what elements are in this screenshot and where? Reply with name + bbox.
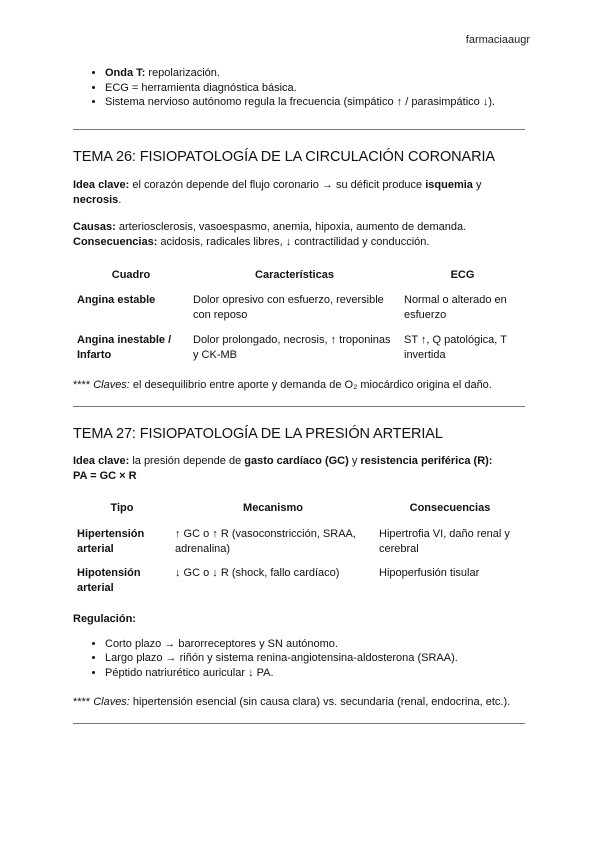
presion-table bbox=[73, 495, 525, 596]
bullet-text: repolarización. bbox=[145, 67, 220, 79]
idea-text: y bbox=[472, 178, 482, 191]
table-row bbox=[73, 566, 525, 596]
table-cell: Angina inestable / Infarto bbox=[77, 333, 172, 361]
table-cell: Normal o alterado en esfuerzo bbox=[404, 293, 507, 321]
list-item bbox=[105, 66, 525, 81]
list-item: • Corto plazo → barorreceptores y SN autónomo. bbox=[105, 637, 525, 652]
table-header-row bbox=[73, 262, 525, 288]
table-row bbox=[73, 521, 525, 566]
formula-text: PA = GC × R bbox=[73, 469, 137, 482]
idea-bold: necrosis bbox=[73, 193, 119, 206]
idea-bold: gasto cardíaco (GC) bbox=[244, 454, 349, 467]
table-header-cell: Tipo bbox=[110, 501, 134, 514]
section-title-tema26: TEMA 26: FISIOPATOLOGÍA DE LA CIRCULACIÓN CORONARIA bbox=[73, 148, 495, 165]
table-cell: Hipertrofia VI, daño renal y cerebral bbox=[379, 527, 510, 555]
claves-note bbox=[73, 378, 525, 393]
section-divider bbox=[73, 129, 525, 130]
intro-bullet-list bbox=[73, 66, 525, 110]
table-header-cell: Mecanismo bbox=[243, 501, 303, 514]
idea-text: . bbox=[118, 193, 122, 206]
table-cell: ST ↑, Q patológica, T invertida bbox=[404, 333, 507, 361]
table-cell: ↑ GC o ↑ R (vasoconstricción, SRAA, adrenalina) bbox=[175, 527, 356, 555]
claves-note bbox=[73, 695, 525, 710]
list-item bbox=[105, 95, 525, 110]
causas-label: Causas: bbox=[73, 220, 116, 233]
table-cell: Hipertensión arterial bbox=[77, 527, 145, 555]
consecuencias-label: Consecuencias: bbox=[73, 235, 158, 248]
table-cell: Angina estable bbox=[77, 293, 156, 306]
table-header-cell: Cuadro bbox=[111, 268, 151, 281]
table-header-cell: Características bbox=[255, 268, 334, 281]
table-cell: Dolor opresivo con esfuerzo, reversible con reposo bbox=[193, 293, 384, 321]
note-text: el desequilibrio entre aporte y demanda de O₂ miocárdico origina el daño. bbox=[129, 378, 492, 391]
table-cell: Hipoperfusión tisular bbox=[379, 566, 480, 579]
idea-bold: isquemia bbox=[425, 178, 473, 191]
page-header-brand: farmaciaaugr bbox=[465, 34, 530, 46]
idea-label: Idea clave: bbox=[73, 178, 130, 191]
idea-label: Idea clave: bbox=[73, 454, 130, 467]
regulacion-label: Regulación: bbox=[73, 612, 136, 625]
coronaria-table bbox=[73, 262, 525, 363]
table-header-cell: Consecuencias bbox=[409, 501, 491, 514]
note-label: Claves: bbox=[93, 696, 130, 708]
idea-text: la presión depende de bbox=[129, 454, 245, 467]
section-divider bbox=[73, 406, 525, 407]
note-stars: **** bbox=[73, 378, 91, 391]
document-body bbox=[73, 66, 525, 724]
idea-text: y bbox=[348, 454, 361, 467]
bullet-text: Sistema nervioso autónomo regula la frecuencia (simpático ↑ / parasimpático ↓). bbox=[105, 96, 496, 108]
note-text: hipertensión esencial (sin causa clara) vs. secundaria (renal, endocrina, etc.). bbox=[129, 696, 511, 708]
list-item: • Péptido natriurético auricular ↓ PA. bbox=[105, 666, 525, 681]
table-row bbox=[73, 288, 525, 333]
note-label: Claves: bbox=[93, 378, 130, 391]
causas-paragraph bbox=[73, 220, 525, 235]
consecuencias-text: acidosis, radicales libres, ↓ contractilidad y conducción. bbox=[157, 235, 430, 248]
formula-paragraph bbox=[73, 469, 525, 484]
causas-text: arteriosclerosis, vasoespasmo, anemia, hipoxia, aumento de demanda. bbox=[115, 220, 467, 233]
regulacion-heading bbox=[73, 612, 525, 627]
section-title-tema27: TEMA 27: FISIOPATOLOGÍA DE LA PRESIÓN ARTERIAL bbox=[73, 425, 443, 442]
note-stars: **** bbox=[73, 696, 91, 708]
bullet-bold: Onda T: bbox=[105, 67, 146, 79]
idea-clave-paragraph bbox=[73, 454, 525, 469]
section-divider bbox=[73, 723, 525, 724]
idea-bold: resistencia periférica (R): bbox=[360, 454, 493, 467]
regulacion-list bbox=[73, 637, 525, 681]
list-item bbox=[105, 81, 525, 96]
table-header-cell: ECG bbox=[450, 268, 475, 281]
consecuencias-paragraph bbox=[73, 235, 525, 250]
idea-text: el corazón depende del flujo coronario → su déficit produce bbox=[129, 178, 426, 191]
list-item: • Largo plazo → riñón y sistema renina-angiotensina-aldosterona (SRAA). bbox=[105, 651, 525, 666]
table-header-row bbox=[73, 495, 525, 521]
table-cell: Dolor prolongado, necrosis, ↑ troponinas y CK-MB bbox=[193, 333, 391, 361]
bullet-text: ECG = herramienta diagnóstica básica. bbox=[105, 81, 297, 94]
table-cell: ↓ GC o ↓ R (shock, fallo cardíaco) bbox=[175, 566, 340, 579]
idea-clave-paragraph bbox=[73, 178, 525, 208]
table-cell: Hipotensión arterial bbox=[77, 566, 141, 594]
table-row bbox=[73, 333, 525, 363]
